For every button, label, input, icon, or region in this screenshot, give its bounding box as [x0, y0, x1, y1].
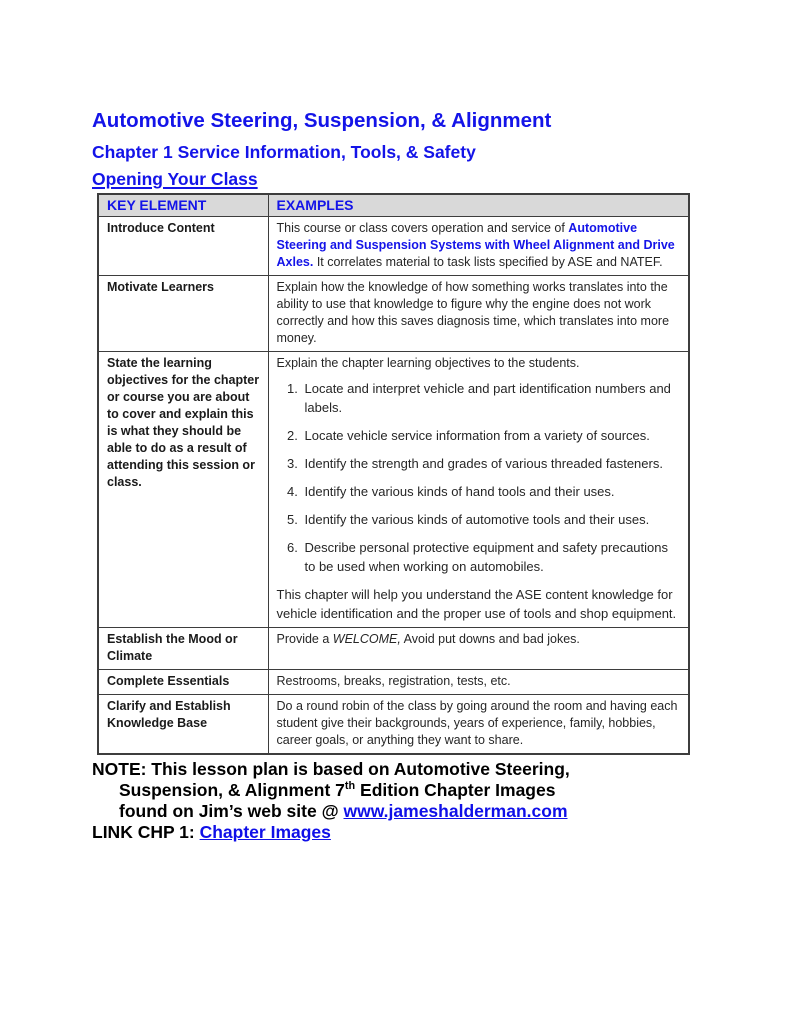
ordinal-superscript: th — [344, 780, 356, 793]
note-line-2 — [92, 780, 693, 801]
example-text: Provide a — [276, 632, 333, 646]
objective-item: 3. Identify the strength and grades of various threaded fasteners. — [302, 454, 681, 473]
key-element-cell: Introduce Content — [98, 217, 268, 276]
objectives-list — [277, 379, 681, 576]
key-element-cell: Establish the Mood or Climate — [98, 628, 268, 670]
note-line-1: NOTE: This lesson plan is based on Automotive Steering, — [92, 759, 570, 779]
table-row-complete-essentials — [98, 670, 689, 695]
note-text: Suspension, & Alignment 7 — [119, 780, 345, 800]
key-element-cell: Complete Essentials — [98, 670, 268, 695]
note-line-4 — [92, 822, 693, 843]
objectives-closing: This chapter will help you understand the ASE content knowledge for vehicle identification and the proper use of tools and shop equipment. — [276, 587, 677, 621]
example-highlight-text: Automotive Steering and Suspension Systems with Wheel Alignment and Drive Axles. — [276, 221, 675, 269]
objective-item: 1. Locate and interpret vehicle and part identification numbers and labels. — [302, 379, 681, 417]
objective-item: 4. Identify the various kinds of hand tools and their uses. — [302, 482, 681, 501]
table-row-learning-objectives — [98, 352, 689, 628]
table-row-motivate-learners — [98, 276, 689, 352]
examples-cell — [268, 352, 689, 628]
note-line-3 — [92, 801, 693, 822]
lesson-plan-table — [97, 193, 690, 755]
note-text: found on Jim’s web site @ — [119, 801, 344, 821]
chapter-images-link[interactable]: Chapter Images — [199, 822, 331, 842]
objectives-intro: Explain the chapter learning objectives to the students. — [276, 356, 580, 370]
chapter-heading: Chapter 1 Service Information, Tools, & Safety — [92, 142, 476, 162]
example-text: This course or class covers operation and service of — [276, 221, 569, 235]
table-row-introduce-content — [98, 217, 689, 276]
table-header-row — [98, 194, 689, 217]
section-heading: Opening Your Class — [92, 169, 258, 189]
key-element-cell: State the learning objectives for the chapter or course you are about to cover and explain this is what they should be able to do as a result of attending this session or class. — [98, 352, 268, 628]
table-row-clarify-knowledge-base — [98, 695, 689, 755]
document-title: Automotive Steering, Suspension, & Alignment — [92, 109, 552, 132]
example-text: Avoid put downs and bad jokes. — [400, 632, 580, 646]
column-header-key-element: KEY ELEMENT — [98, 194, 268, 217]
objective-item: 5. Identify the various kinds of automotive tools and their uses. — [302, 510, 681, 529]
objective-item: 6. Describe personal protective equipment and safety precautions to be used when working on automobiles. — [302, 538, 681, 576]
examples-cell — [268, 628, 689, 670]
example-italic-text: WELCOME, — [332, 632, 401, 646]
key-element-cell: Motivate Learners — [98, 276, 268, 352]
table-row-establish-mood — [98, 628, 689, 670]
examples-cell — [268, 217, 689, 276]
examples-cell: Restrooms, breaks, registration, tests, etc. — [268, 670, 689, 695]
website-link[interactable]: www.jameshalderman.com — [343, 801, 568, 821]
column-header-examples: EXAMPLES — [268, 194, 689, 217]
objective-item: 2. Locate vehicle service information from a variety of sources. — [302, 426, 681, 445]
examples-cell: Explain how the knowledge of how something works translates into the ability to use that knowledge to figure why the engine does not work correctly and how this saves diagnosis time, which translates into more money. — [268, 276, 689, 352]
example-text: It correlates material to task lists specified by ASE and NATEF. — [313, 255, 663, 269]
examples-cell: Do a round robin of the class by going around the room and having each student give their backgrounds, years of experience, family, hobbies, career goals, or anything they want to share. — [268, 695, 689, 755]
note-block — [92, 759, 693, 843]
note-text: Edition Chapter Images — [355, 780, 556, 800]
key-element-cell: Clarify and Establish Knowledge Base — [98, 695, 268, 755]
note-text: LINK CHP 1: — [92, 822, 200, 842]
